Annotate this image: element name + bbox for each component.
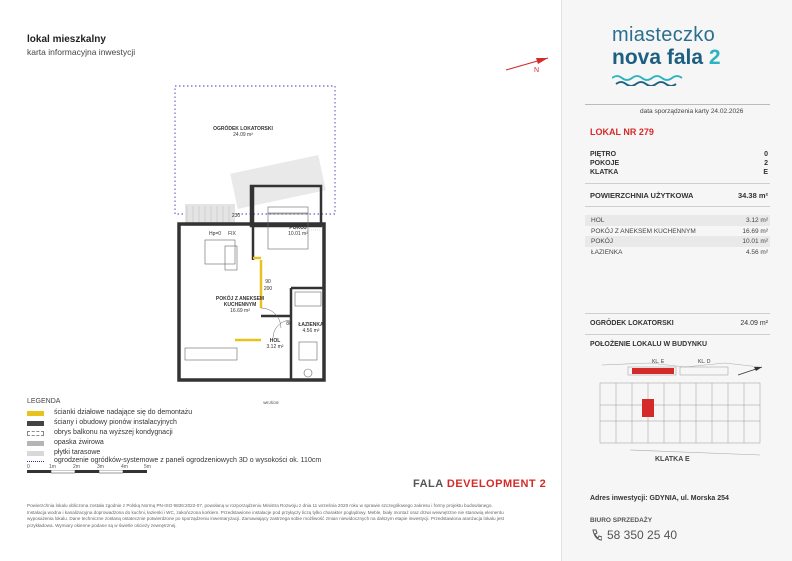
klatka-e-label: KLATKA E xyxy=(655,456,690,463)
scale-label: 1m xyxy=(49,464,56,470)
investment-address: Adres inwestycji: GDYNIA, ul. Morska 254 xyxy=(590,495,729,502)
kl-e-label: KL. E xyxy=(652,359,665,365)
room-row: HOL 3.12 m² xyxy=(585,215,770,226)
scale-bar xyxy=(27,470,157,476)
kl-d-label: KL. D xyxy=(698,359,711,365)
scale-label: 2m xyxy=(73,464,80,470)
phone-number[interactable]: 58 350 25 40 xyxy=(607,528,678,542)
klatka-label: KLATKA xyxy=(590,169,619,176)
page-divider xyxy=(561,0,562,561)
pokoje-label: POKOJE xyxy=(590,160,620,167)
page-subtitle: karta informacyjna inwestycji xyxy=(27,47,136,57)
klatka-value: E xyxy=(763,169,768,176)
pietro-label: PIĘTRO xyxy=(590,151,617,158)
room-row: POKÓJ 10.01 m² xyxy=(585,236,770,247)
aneks-plan-label: POKÓJ Z ANEKSEM KUCHENNYM 16.69 m² xyxy=(215,296,265,314)
north-arrow-icon xyxy=(498,48,558,76)
scale-label: 4m xyxy=(121,464,128,470)
lazienka-plan-label: ŁAZIENKA 4.56 m² xyxy=(298,322,324,334)
waves-icon xyxy=(612,74,692,86)
hp-label: Hp=0 xyxy=(208,231,222,237)
pietro-value: 0 xyxy=(764,151,768,158)
date-divider xyxy=(585,104,770,105)
door-dim-b: 200 xyxy=(263,286,273,292)
room-row: ŁAZIENKA 4.56 m² xyxy=(591,249,768,256)
north-label: N xyxy=(534,67,540,74)
window-dim-a: 230 xyxy=(231,213,241,219)
separator xyxy=(585,183,770,184)
phone-icon xyxy=(591,529,602,541)
door-dim-a: 90 xyxy=(265,279,271,285)
brand-line2: nova fala 2 xyxy=(612,46,721,69)
area-value: 34.38 m² xyxy=(737,191,768,200)
disclaimer-text: Powierzchnia lokalu obliczona została zgodnie z Polską Normą PN-ISO 9836:2022-07, powołaną w rozporządzeniu Ministra Rozwoju z dnia 11 września 2020 roku w sprawie szczegółowego zakresu i formy projektu budowlanego. Instalacja wodna i kanalizacyjna doprowadzona do kuchni, łazienki i WC, zakończona korkiem. Przedstawione instalacje pod przyłączy liczą tylko charakter poglądowy. Meble, biały montaż oraz drzwi wewnętrzne nie stanowią elementu wyposażenia lokalu. Dane techniczne zostaną ostatecznie potwierdzone po sporządzeniu inwentaryzacji. Zamawiający zastrzega sobie możliwość zmian niewidocznych na dalszym etapie inwestycji. Przedstawiona aranżacja lokalu jest przykładowa. Wymiary okienne podane są w świetle ościeży zewnętrznej. xyxy=(27,503,504,528)
location-title: POŁOŻENIE LOKALU W BUDYNKU xyxy=(590,341,708,348)
garden-label: OGRÓDEK LOKATORSKI xyxy=(590,320,674,327)
separator xyxy=(585,313,770,314)
garden-plan-label: OGRÓDEK LOKATORSKI 24.09 m² xyxy=(213,126,273,138)
developer-logo: FALA DEVELOPMENT 2 xyxy=(413,478,547,490)
page-title: lokal mieszkalny xyxy=(27,34,106,45)
fix-label: FIX xyxy=(228,231,236,237)
separator xyxy=(585,334,770,335)
room-row: POKÓJ Z ANEKSEM KUCHENNYM 16.69 m² xyxy=(591,228,768,235)
lokal-number: LOKAL NR 279 xyxy=(590,127,654,137)
building-location-map xyxy=(590,355,770,470)
door-dim-c: 80 xyxy=(286,321,292,327)
garden-value: 24.09 m² xyxy=(740,320,768,327)
terrace-tiles-angled xyxy=(230,155,326,209)
scale-label: 5m xyxy=(144,464,151,470)
hol-plan-label: HOL 3.12 m² xyxy=(266,338,284,350)
pokoj-plan-label: POKÓJ 10.01 m² xyxy=(288,225,308,237)
sales-office-label: BIURO SPRZEDAŻY xyxy=(590,517,653,524)
area-label: POWIERZCHNIA UŻYTKOWA xyxy=(590,191,694,200)
brand-line1: miasteczko xyxy=(612,24,716,46)
legend-title: LEGENDA xyxy=(27,398,61,405)
scale-label: 3m xyxy=(97,464,104,470)
card-date: data sporządzenia karty 24.02.2026 xyxy=(640,108,744,115)
scale-label: 0 xyxy=(27,464,30,470)
pokoje-value: 2 xyxy=(764,160,768,167)
entrance-label: WEJŚCIE xyxy=(263,401,279,405)
separator xyxy=(585,206,770,207)
